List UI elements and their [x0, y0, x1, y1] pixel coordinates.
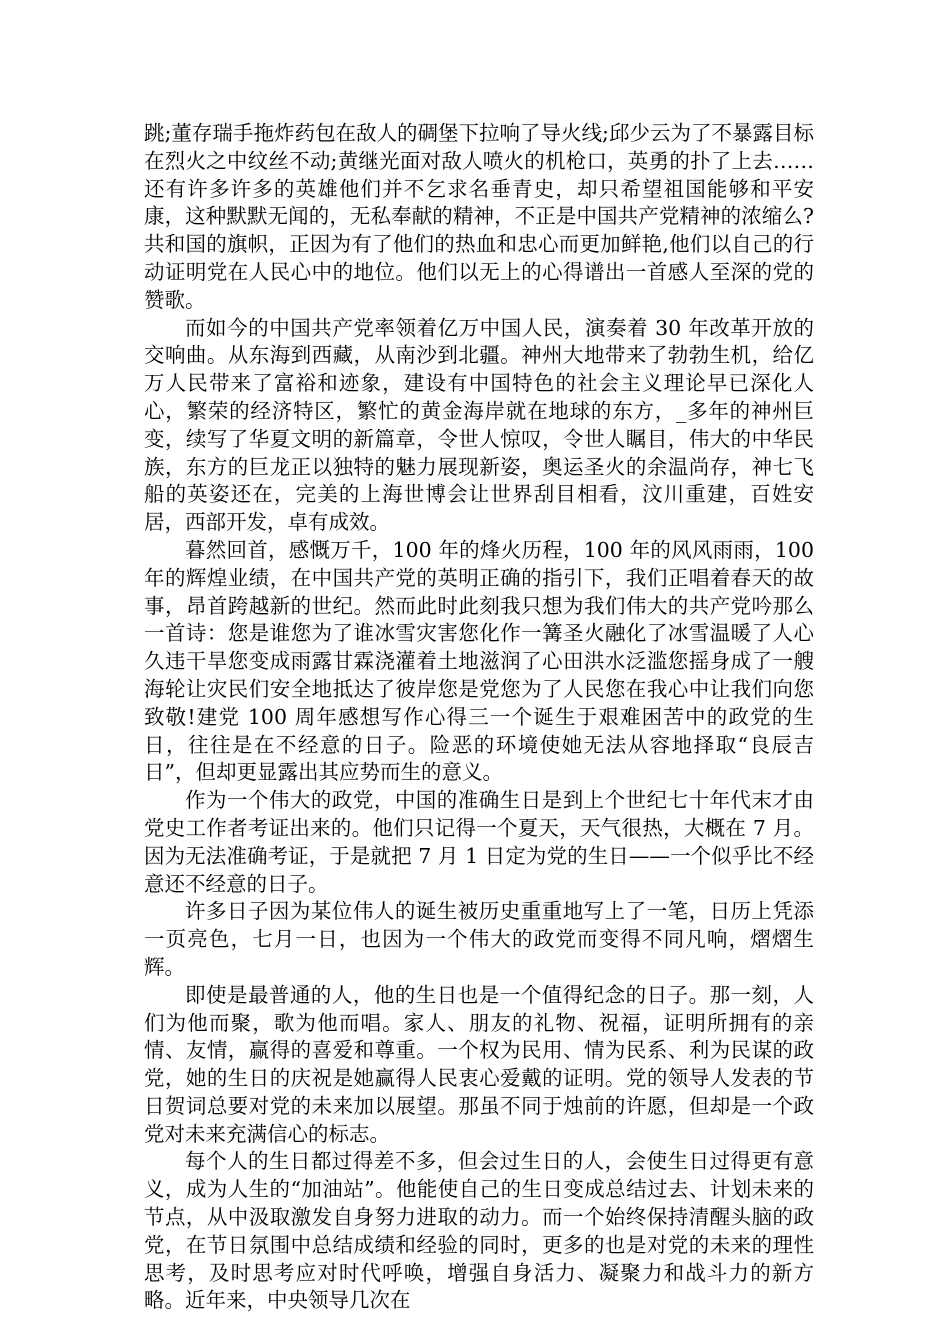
- paragraph-1: 跳;董存瑞手拖炸药包在敌人的碉堡下拉响了导火线;邱少云为了不暴露目标在烈火之中纹丝不动;黄继光面对敌人喷火的机枪口，英勇的扑了上去……还有许多许多的英雄他们并不乞求名垂青史，却只希望祖国能够和平安康，这种默默无闻的，无私奉献的精神，不正是中国共产党精神的浓缩么?共和国的旗帜，正因为有了他们的热血和忠心而更加鲜艳,他们以自己的行动证明党在人民心中的地位。他们以无上的心得谱出一首感人至深的党的赞歌。: [144, 121, 814, 312]
- document-page: [144, 120, 814, 1315]
- paragraph-4: 作为一个伟大的政党，中国的准确生日是到上个世纪七十年代末才由党史工作者考证出来的。他们只记得一个夏天，天气很热，大概在 7 月。因为无法准确考证，于是就把 7 月 1 日定为党的生日——一个似乎比不经意还不经意的日子。: [144, 788, 814, 896]
- paragraph-7: 每个人的生日都过得差不多，但会过生日的人，会使生日过得更有意义，成为人生的“加油站”。他能使自己的生日变成总结过去、计划未来的节点，从中汲取激发自身努力进取的动力。而一个始终保持清醒头脑的政党，在节日氛围中总结成绩和经验的同时，更多的也是对党的未来的理性思考，及时思考应对时代呼唤，增强自身活力、凝聚力和战斗力的新方略。近年来，中央领导几次在: [144, 1149, 814, 1313]
- paragraph-3: 暮然回首，感慨万千，100 年的烽火历程，100 年的风风雨雨，100 年的辉煌业绩，在中国共产党的英明正确的指引下，我们正唱着春天的故事，昂首跨越新的世纪。然而此时此刻我只想为我们伟大的共产党吟那么一首诗：您是谁您为了谁冰雪灾害您化作一篝圣火融化了冰雪温暖了人心久违干旱您变成雨露甘霖浇灌着土地滋润了心田洪水泛滥您摇身成了一艘海轮让灾民们安全地抵达了彼岸您是党您为了人民您在我心中让我们向您致敬!建党 100 周年感想写作心得三一个诞生于艰难困苦中的政党的生日，往往是在不经意的日子。险恶的环境使她无法从容地择取“良辰吉日”，但却更显露出其应势而生的意义。: [144, 537, 814, 785]
- paragraph-2: 而如今的中国共产党率领着亿万中国人民，演奏着 30 年改革开放的交响曲。从东海到西藏，从南沙到北疆。神州大地带来了勃勃生机，给亿万人民带来了富裕和迹象，建设有中国特色的社会主义理论早已深化人心，繁荣的经济特区，繁忙的黄金海岸就在地球的东方，_多年的神州巨变，续写了华夏文明的新篇章，令世人惊叹，令世人瞩目，伟大的中华民族，东方的巨龙正以独特的魅力展现新姿，奥运圣火的余温尚存，神七飞船的英姿还在，完美的上海世博会让世界刮目相看，汶川重建，百姓安居，西部开发，卓有成效。: [144, 315, 814, 535]
- paragraph-6: 即使是最普通的人，他的生日也是一个值得纪念的日子。那一刻，人们为他而聚，歌为他而唱。家人、朋友的礼物、祝福，证明所拥有的亲情、友情，赢得的喜爱和尊重。一个权为民用、情为民系、利为民谋的政党，她的生日的庆祝是她赢得人民衷心爱戴的证明。党的领导人发表的节日贺词总要对党的未来加以展望。那虽不同于烛前的许愿，但却是一个政党对未来充满信心的标志。: [144, 982, 814, 1146]
- paragraph-5: 许多日子因为某位伟人的诞生被历史重重地写上了一笔，日历上凭添一页亮色，七月一日，也因为一个伟大的政党而变得不同凡响，熠熠生辉。: [144, 899, 814, 979]
